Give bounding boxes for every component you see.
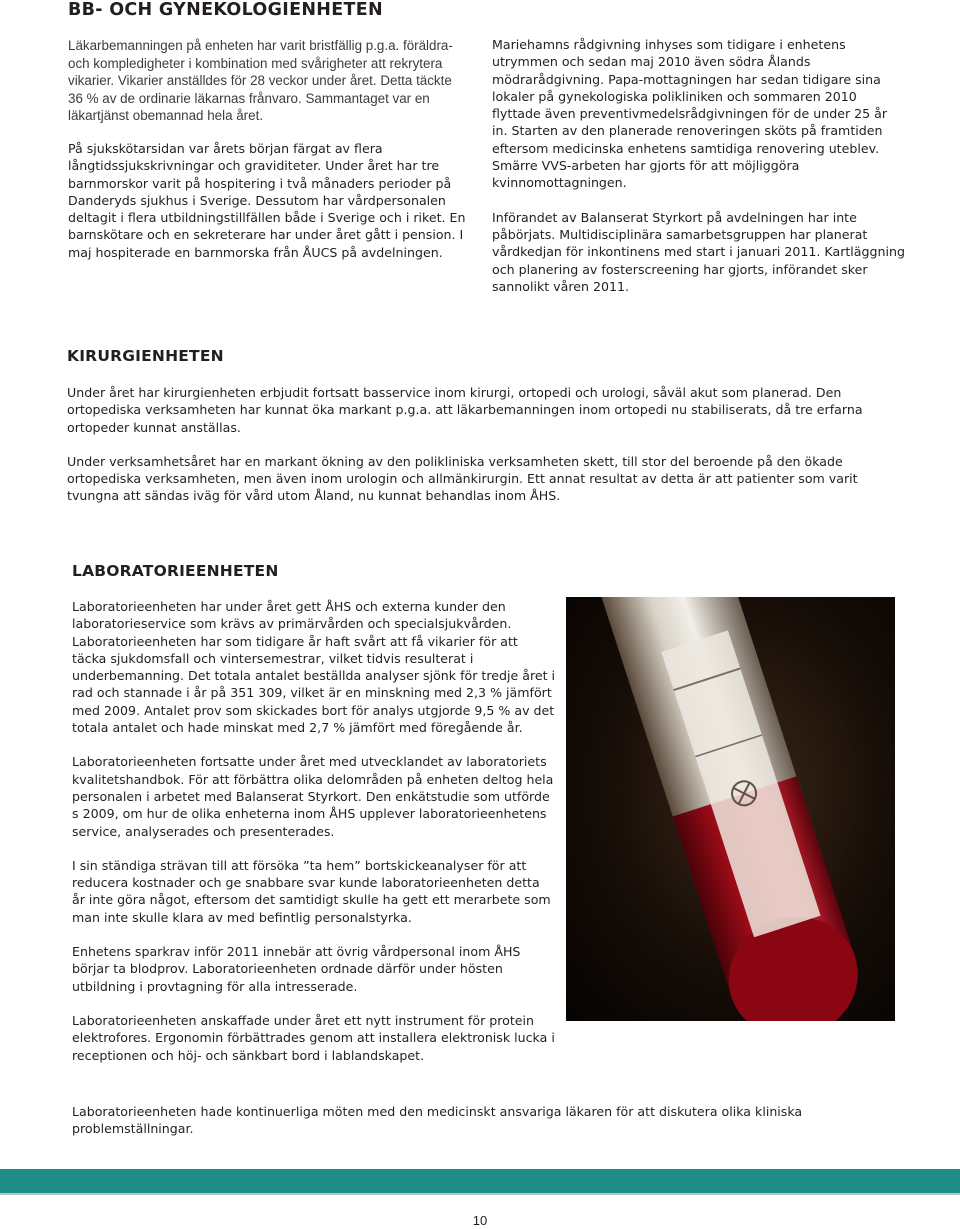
bb-left-paragraph-1: Läkarbemanningen på enheten har varit bristfällig p.g.a. föräldra- och kompledigheter i kombination med svårigheter att rekrytera vikarier. Vikarier anställdes för 28 veckor under året. Detta täckte 36 % av de ordinarie läkarnas frånvaro. Sammantaget var en läkartjänst obemannad hela året. bbox=[68, 38, 453, 123]
page-number: 10 bbox=[472, 1213, 488, 1228]
bb-left-column-2 bbox=[68, 140, 478, 261]
bb-right-column bbox=[492, 36, 906, 295]
lab-paragraph-6: Laboratorieenheten hade kontinuerliga möten med den medicinskt ansvariga läkaren för att diskutera olika kliniska problemställningar. bbox=[72, 1104, 803, 1137]
kirurgi-paragraph-1: Under året har kirurgienheten erbjudit fortsatt basservice inom kirurgi, ortopedi och urologi, såväl akut som planerad. Den ortopediska verksamheten har kunnat öka markant p.g.a. att läkarbemanningen inom ortopedi nu stabiliserats, då tre erfarna ortopeder kunnat anställas. bbox=[67, 385, 863, 435]
kirurgi-paragraph-2: Under verksamhetsåret har en markant ökning av den polikliniska verksamheten skett, till stor del beroende på den ökade ortopediska verksamheten, men även inom urologin och allmänkirurgin. Ett annat resultat av detta är att patienter som varit tvungna att sändas iväg för vård utom Åland, nu kunnat behandlas inom ÅHS. bbox=[67, 453, 858, 504]
lab-body bbox=[72, 598, 556, 1064]
bb-right-paragraph-1: Mariehamns rådgivning inhyses som tidigare i enhetens utrymmen och sedan maj 2010 även södra Ålands mödrarådgivning. Papa-mottagningen har sedan tidigare sina lokaler på gynekologiska polikliniken och sommaren 2010 flyttade även preventivmedelsrådgivningen för de under 25 år in. Starten av den planerade renoveringen sköts på framtiden eftersom medicinska enhetens samtidiga renovering uteblev. Smärre VVS-arbeten har gjorts för att möjliggöra kvinnomottagningen. bbox=[492, 37, 888, 191]
lab-paragraph-4: Enhetens sparkrav inför 2011 innebär att övrig vårdpersonal inom ÅHS börjar ta blodprov. Laboratorieenheten ordnade därför under hösten utbildning i provtagning för alla intresserade. bbox=[72, 944, 521, 994]
kirurgi-title: KIRURGIENHETEN bbox=[67, 347, 224, 365]
lab-title: LABORATORIEENHETEN bbox=[72, 562, 279, 580]
kirurgi-body bbox=[67, 384, 897, 505]
lab-paragraph-2: Laboratorieenheten fortsatte under året med utvecklandet av laboratoriets kvalitetshandbok. För att förbättra olika delområden på enheten deltog hela personalen i arbetet med Balanserat Styrkort. Den enkätstudie som utförde s 2009, om hur de olika enheterna inom ÅHS upplever laboratorieenhetens service, analyserades och presenterades. bbox=[72, 754, 554, 839]
page-title: BB- OCH GYNEKOLOGIENHETEN bbox=[68, 0, 383, 20]
lab-paragraph-5: Laboratorieenheten anskaffade under året ett nytt instrument för protein elektrofores. Ergonomin förbättrades genom att installera elektronisk lucka i receptionen och höj- och sänkbart bord i lablandskapet. bbox=[72, 1012, 555, 1063]
bb-right-paragraph-2: Införandet av Balanserat Styrkort på avdelningen har inte påbörjats. Multidisciplinära samarbetsgruppen har planerat vårdkedjan för inkontinens med start i januari 2011. Kartläggning och planering av fosterscreening har gjorts, införandet sker sannolikt våren 2011. bbox=[492, 209, 905, 294]
blood-test-tube-photo bbox=[566, 597, 895, 1021]
lab-paragraph-3: I sin ständiga strävan till att försöka ”ta hem” bortskickeanalyser för att reducera kostnader och ge snabbare svar kunde laboratorieenheten detta år inte göra något, eftersom det samtidigt skulle ha gett ett merarbete som man inte skulle klara av med befintlig personalstyrka. bbox=[72, 857, 551, 925]
lab-body-wide bbox=[72, 1103, 842, 1138]
bb-left-column bbox=[68, 37, 463, 125]
test-tube-illustration bbox=[566, 597, 895, 1021]
footer-bar bbox=[0, 1169, 960, 1193]
footer-divider bbox=[0, 1193, 960, 1195]
bb-left-paragraph-2: På sjukskötarsidan var årets början färgat av flera långtidssjukskrivningar och graviditeter. Under året har tre barnmorskor varit på hospitering i två månaders perioder på Danderyds sjukhus i Sverige. Dessutom har vårdpersonalen deltagit i flera utbildningstillfällen både i Sverige och i riket. En barnskötare och en sekreterare har under året gått i pension. I maj hospiterade en barnmorska från ÅUCS på avdelningen. bbox=[68, 141, 466, 260]
lab-paragraph-1: Laboratorieenheten har under året gett ÅHS och externa kunder den laboratorieservice som krävs av primärvården och specialsjukvården. Laboratorieenheten har som tidigare år haft svårt att få vikarier för att täcka sjukdomsfall och vintersemestrar, vilket tidvis resulterat i underbemanning. Det totala antalet beställda analyser sjönk för tredje året i rad och stannade i år på 351 309, vilket är en minskning med 2,3 % jämfört med 2009. Antalet prov som skickades bort för analys utgjorde 9,5 % av det totala antalet och hade minskat med 2,7 % jämfört med föregående år. bbox=[72, 599, 556, 736]
